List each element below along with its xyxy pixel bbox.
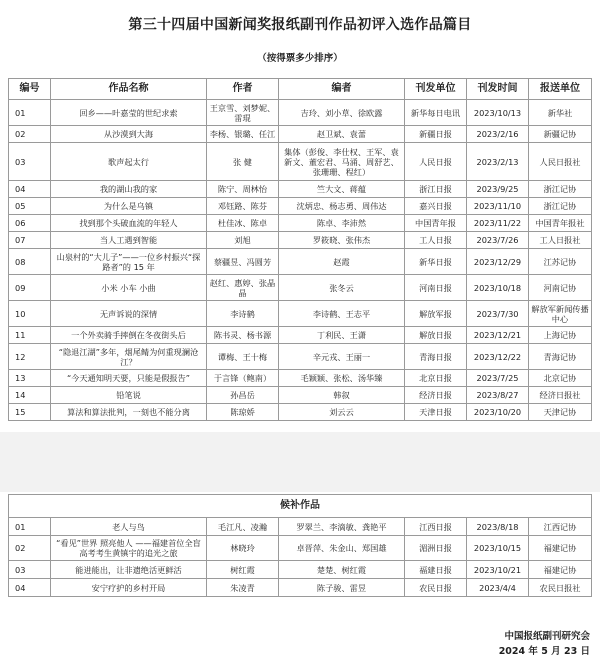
cell-publisher: 新疆日报	[405, 126, 467, 143]
cell-author: 毛江凡、凌瀚	[207, 518, 279, 536]
cell-no: 13	[9, 370, 51, 387]
candidate-table-body	[9, 495, 592, 597]
table-row	[9, 579, 592, 597]
cell-publisher: 北京日报	[405, 370, 467, 387]
main-works-table	[8, 78, 592, 421]
cell-date: 2023/8/18	[467, 518, 529, 536]
cell-submitter: 中国青年报社	[529, 215, 592, 232]
cell-publisher: 青海日报	[405, 344, 467, 370]
cell-work: 歌声起太行	[51, 143, 207, 181]
cell-date: 2023/10/20	[467, 404, 529, 421]
cell-editor: 集体（彭俊、李仕权、王军、袁新文、董宏君、马涌、周舒艺、张珊珊、程红）	[279, 143, 405, 181]
cell-date: 2023/12/29	[467, 249, 529, 275]
cell-publisher: 农民日报	[405, 579, 467, 597]
footer-organization: 中国报纸副刊研究会	[504, 631, 590, 642]
cell-author: 于言锋（鲍南）	[207, 370, 279, 387]
cell-work: 当人工遇到智能	[51, 232, 207, 249]
cell-submitter: 浙江记协	[529, 181, 592, 198]
cell-publisher: 浙江日报	[405, 181, 467, 198]
table-row	[9, 301, 592, 327]
cell-publisher: 福建日报	[405, 561, 467, 579]
cell-work: 山泉村的“大儿子”——一位乡村振兴“探路者”的 15 年	[51, 249, 207, 275]
cell-author: 蔡疆昱、冯圆芳	[207, 249, 279, 275]
cell-no: 03	[9, 561, 51, 579]
cell-submitter: 浙江记协	[529, 198, 592, 215]
cell-author: 朱凌青	[207, 579, 279, 597]
table-row	[9, 404, 592, 421]
candidates-heading-row	[9, 495, 592, 518]
cell-work: 无声诉说的深情	[51, 301, 207, 327]
cell-no: 11	[9, 327, 51, 344]
cell-publisher: 解放军报	[405, 301, 467, 327]
cell-author: 刘旭	[207, 232, 279, 249]
cell-submitter: 福建记协	[529, 536, 592, 561]
table-row	[9, 100, 592, 126]
cell-author: 邓钰路、陈芬	[207, 198, 279, 215]
cell-work: 安宁疗护的乡村开局	[51, 579, 207, 597]
cell-author: 王京雪、刘梦妮、雷琨	[207, 100, 279, 126]
cell-date: 2023/12/21	[467, 327, 529, 344]
cell-editor: 卓晋萍、朱金山、郑国雄	[279, 536, 405, 561]
cell-editor: 丁利民、王潇	[279, 327, 405, 344]
cell-publisher: 经济日报	[405, 387, 467, 404]
cell-submitter: 农民日报社	[529, 579, 592, 597]
cell-work: 为什么是乌镇	[51, 198, 207, 215]
cell-submitter: 江苏记协	[529, 249, 592, 275]
cell-editor: 辛元戎、王丽一	[279, 344, 405, 370]
cell-editor: 陈卓、李沛然	[279, 215, 405, 232]
table-row	[9, 370, 592, 387]
table-row	[9, 344, 592, 370]
section-separator	[0, 432, 600, 492]
cell-work: 我的湖山我的家	[51, 181, 207, 198]
header-submitter: 报送单位	[529, 79, 592, 100]
cell-date: 2023/10/13	[467, 100, 529, 126]
cell-date: 2023/10/21	[467, 561, 529, 579]
cell-publisher: 工人日报	[405, 232, 467, 249]
cell-no: 06	[9, 215, 51, 232]
cell-publisher: 解放日报	[405, 327, 467, 344]
cell-author: 树红霞	[207, 561, 279, 579]
table-row	[9, 536, 592, 561]
cell-editor: 毛颖颖、张松、汤华臻	[279, 370, 405, 387]
cell-no: 08	[9, 249, 51, 275]
table-row	[9, 249, 592, 275]
cell-no: 10	[9, 301, 51, 327]
cell-no: 07	[9, 232, 51, 249]
header-publisher: 刊发单位	[405, 79, 467, 100]
cell-no: 04	[9, 579, 51, 597]
cell-submitter: 人民日报社	[529, 143, 592, 181]
cell-no: 05	[9, 198, 51, 215]
cell-work: 找到那个头破血流的年轻人	[51, 215, 207, 232]
cell-editor: 张冬云	[279, 275, 405, 301]
cell-no: 02	[9, 126, 51, 143]
footer-date: 2024 年 5 月 23 日	[498, 646, 590, 657]
table-row	[9, 387, 592, 404]
cell-submitter: 天津记协	[529, 404, 592, 421]
cell-date: 2023/7/26	[467, 232, 529, 249]
cell-author: 陈书灵、杨书源	[207, 327, 279, 344]
cell-editor: 楚楚、树红霞	[279, 561, 405, 579]
table-row	[9, 327, 592, 344]
cell-work: 老人与鸟	[51, 518, 207, 536]
cell-work: 从沙漠到大海	[51, 126, 207, 143]
header-no: 编号	[9, 79, 51, 100]
main-table-body	[9, 100, 592, 421]
cell-publisher: 新华每日电讯	[405, 100, 467, 126]
cell-publisher: 湄洲日报	[405, 536, 467, 561]
cell-submitter: 青海记协	[529, 344, 592, 370]
cell-work: “看见”世界 照亮他人 ——福建首位全盲高考考生黄镇宇的追光之旅	[51, 536, 207, 561]
header-work: 作品名称	[51, 79, 207, 100]
cell-work: 铅笔说	[51, 387, 207, 404]
cell-date: 2023/2/16	[467, 126, 529, 143]
table-row	[9, 275, 592, 301]
cell-no: 14	[9, 387, 51, 404]
cell-date: 2023/7/30	[467, 301, 529, 327]
candidates-heading: 候补作品	[9, 495, 592, 518]
cell-author: 陈琼娇	[207, 404, 279, 421]
cell-submitter: 新华社	[529, 100, 592, 126]
header-author: 作者	[207, 79, 279, 100]
cell-submitter: 新疆记协	[529, 126, 592, 143]
cell-editor: 吉玲、刘小草、徐欧露	[279, 100, 405, 126]
cell-no: 09	[9, 275, 51, 301]
table-row	[9, 518, 592, 536]
cell-date: 2023/8/27	[467, 387, 529, 404]
cell-submitter: 河南记协	[529, 275, 592, 301]
cell-submitter: 工人日报社	[529, 232, 592, 249]
cell-editor: 赵霞	[279, 249, 405, 275]
cell-date: 2023/11/22	[467, 215, 529, 232]
table-row	[9, 143, 592, 181]
cell-publisher: 嘉兴日报	[405, 198, 467, 215]
cell-date: 2023/10/15	[467, 536, 529, 561]
cell-editor: 罗筱晓、张伟杰	[279, 232, 405, 249]
cell-work: “今天通知明天要，只能是假报告”	[51, 370, 207, 387]
cell-submitter: 上海记协	[529, 327, 592, 344]
cell-publisher: 河南日报	[405, 275, 467, 301]
cell-publisher: 新华日报	[405, 249, 467, 275]
cell-work: 小米 小车 小曲	[51, 275, 207, 301]
table-row	[9, 126, 592, 143]
cell-work: 回乡——叶嘉莹的世纪求索	[51, 100, 207, 126]
cell-no: 01	[9, 518, 51, 536]
cell-editor: 刘云云	[279, 404, 405, 421]
table-row	[9, 181, 592, 198]
table-row	[9, 561, 592, 579]
cell-submitter: 解放军新闻传播中心	[529, 301, 592, 327]
cell-work: “隐退江湖”多年，烟尾鲭为何重现澜沧江？	[51, 344, 207, 370]
cell-publisher: 人民日报	[405, 143, 467, 181]
cell-date: 2023/9/25	[467, 181, 529, 198]
table-row	[9, 215, 592, 232]
cell-editor: 李诗鹤、王志平	[279, 301, 405, 327]
table-header-row	[9, 79, 592, 100]
cell-author: 李杨、银璐、任江	[207, 126, 279, 143]
cell-author: 林晓玲	[207, 536, 279, 561]
cell-date: 2023/7/25	[467, 370, 529, 387]
cell-editor: 陈子骏、雷昱	[279, 579, 405, 597]
cell-no: 02	[9, 536, 51, 561]
cell-date: 2023/10/18	[467, 275, 529, 301]
document-title: 第三十四届中国新闻奖报纸副刊作品初评入选作品篇目	[128, 17, 472, 33]
cell-editor: 罗翠兰、李滴敏、龚艳平	[279, 518, 405, 536]
cell-date: 2023/2/13	[467, 143, 529, 181]
cell-submitter: 经济日报社	[529, 387, 592, 404]
table-row	[9, 198, 592, 215]
cell-date: 2023/11/10	[467, 198, 529, 215]
cell-date: 2023/4/4	[467, 579, 529, 597]
cell-no: 03	[9, 143, 51, 181]
cell-submitter: 福建记协	[529, 561, 592, 579]
header-date: 刊发时间	[467, 79, 529, 100]
cell-work: 算法和算法批判，一刻也不能分离	[51, 404, 207, 421]
cell-editor: 韩叙	[279, 387, 405, 404]
cell-author: 张 健	[207, 143, 279, 181]
cell-work: 能进能出，让非遗绝活更鲜活	[51, 561, 207, 579]
cell-submitter: 江西记协	[529, 518, 592, 536]
cell-no: 12	[9, 344, 51, 370]
cell-editor: 赵卫斌、袁蕾	[279, 126, 405, 143]
cell-author: 李诗鹤	[207, 301, 279, 327]
cell-author: 谭梅、王十梅	[207, 344, 279, 370]
cell-work: 一个外卖骑手摔倒在冬夜街头后	[51, 327, 207, 344]
cell-author: 孙昌岳	[207, 387, 279, 404]
cell-editor: 沈炳忠、杨志勇、周伟达	[279, 198, 405, 215]
cell-author: 赵红、惠婷、张晶晶	[207, 275, 279, 301]
cell-author: 杜佳冰、陈卓	[207, 215, 279, 232]
cell-submitter: 北京记协	[529, 370, 592, 387]
cell-date: 2023/12/22	[467, 344, 529, 370]
cell-publisher: 中国青年报	[405, 215, 467, 232]
cell-publisher: 天津日报	[405, 404, 467, 421]
cell-editor: 竺大文、蒋蕴	[279, 181, 405, 198]
candidate-works-table	[8, 494, 592, 597]
table-row	[9, 232, 592, 249]
cell-no: 15	[9, 404, 51, 421]
cell-no: 04	[9, 181, 51, 198]
document-subtitle: （按得票多少排序）	[257, 53, 343, 64]
cell-no: 01	[9, 100, 51, 126]
cell-author: 陈宁、周林怡	[207, 181, 279, 198]
cell-publisher: 江西日报	[405, 518, 467, 536]
header-editor: 编者	[279, 79, 405, 100]
